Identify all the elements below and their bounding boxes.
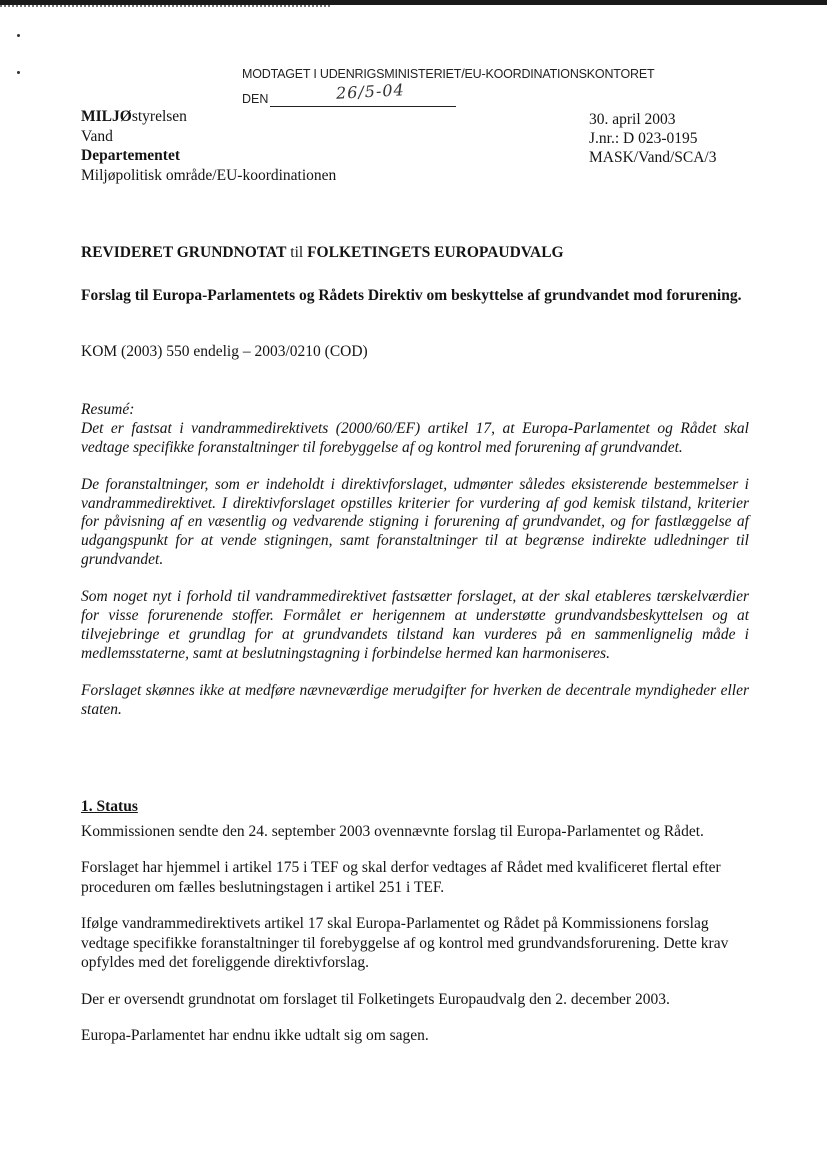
scan-artifact-dots: [0, 5, 330, 7]
received-stamp-den-label: DEN: [242, 92, 269, 106]
document-meta: [589, 110, 716, 167]
sender-agency: [81, 107, 336, 127]
received-stamp-date: 26/5-04: [335, 80, 406, 103]
sender-office: Miljøpolitisk område/EU-koordinationen: [81, 166, 337, 184]
status-paragraph: Ifølge vandrammedirektivets artikel 17 skal Europa-Parlamentet og Rådet på Kommissionens forslag vedtage specifikke foranstaltninger til forebyggelse af og kontrol med grundvandsforurening. Dette krav opfyldes med det foreliggende direktivforslag.: [81, 915, 729, 971]
scan-speck: [17, 71, 20, 74]
scan-speck: [17, 34, 20, 37]
status-paragraph: Europa-Parlamentet har endnu ikke udtalt sig om sagen.: [81, 1027, 429, 1044]
sender-agency-rest: styrelsen: [131, 108, 187, 125]
document-date: 30. april 2003: [589, 111, 676, 128]
resume-paragraph: De foranstaltninger, som er indeholdt i direktivforslaget, udmønter således eksisterende bestemmelser i vandrammedirektivet. I direktivforslaget opstilles kriterier for vurdering af god kemisk tilstand, kriterier for påvisning af en væsentlig og vedvarende stigning i forurening af grundvandet, og for fastlæggelse af udgangspunkt for at vende stigningen, samt foranstaltninger til at begrænse indirekte udledninger til grundvandet.: [81, 475, 749, 569]
sender-block: [81, 107, 336, 185]
document-heading: [81, 244, 564, 262]
status-paragraph: Kommissionen sendte den 24. september 2003 ovennævnte forslag til Europa-Parlamentet og Rådet.: [81, 822, 704, 840]
sender-agency-bold: MILJØ: [81, 108, 132, 125]
resume-paragraph: Som noget nyt i forhold til vandrammedirektivet fastsætter forslaget, at der skal etableres tærskelværdier for visse forurenende stoffer. Formålet er herigennem at understøtte grundvandsbeskyttelsen og at tilvejebringe et grundlag for at grundvandets tilstand kan vurderes på en sammenlignelig måde i medlemsstaterne, samt at beslutningstagning i forbindelse hermed kan harmoniseres.: [81, 588, 749, 662]
document-subject: Forslag til Europa-Parlamentets og Rådets Direktiv om beskyttelse af grundvandet mod forurening.: [81, 287, 742, 304]
status-paragraph: Forslaget har hjemmel i artikel 175 i TEF og skal derfor vedtages af Rådet med kvalificeret flertal efter proceduren om fælles beslutningstagen i artikel 251 i TEF.: [81, 859, 721, 896]
resume-label: Resumé:: [81, 401, 135, 418]
resume-paragraph: Forslaget skønnes ikke at medføre nævneværdige merudgifter for hverken de decentrale myndigheder eller staten.: [81, 682, 749, 718]
status-section: [81, 797, 749, 1063]
status-title: 1. Status: [81, 798, 138, 815]
heading-part2: til: [286, 244, 308, 261]
kom-reference: KOM (2003) 550 endelig – 2003/0210 (COD): [81, 343, 368, 360]
received-stamp-text: MODTAGET I UDENRIGSMINISTERIET/EU-KOORDINATIONSKONTORET: [242, 67, 655, 81]
reference-code: MASK/Vand/SCA/3: [589, 149, 717, 166]
sender-department: Departementet: [81, 147, 180, 164]
status-paragraph: Der er oversendt grundnotat om forslaget til Folketingets Europaudvalg den 2. december 2003.: [81, 990, 670, 1008]
heading-part3: FOLKETINGETS EUROPAUDVALG: [307, 244, 564, 261]
resume-paragraph: Det er fastsat i vandrammedirektivets (2000/60/EF) artikel 17, at Europa-Parlamentet og Rådet skal vedtage specifikke foranstaltninger til forebyggelse af og kontrol med forurening af grundvandet.: [81, 419, 749, 456]
heading-part1: REVIDERET GRUNDNOTAT: [81, 244, 287, 261]
sender-unit: Vand: [81, 127, 113, 145]
resume-section: [81, 401, 749, 738]
journal-number: J.nr.: D 023-0195: [589, 130, 698, 147]
